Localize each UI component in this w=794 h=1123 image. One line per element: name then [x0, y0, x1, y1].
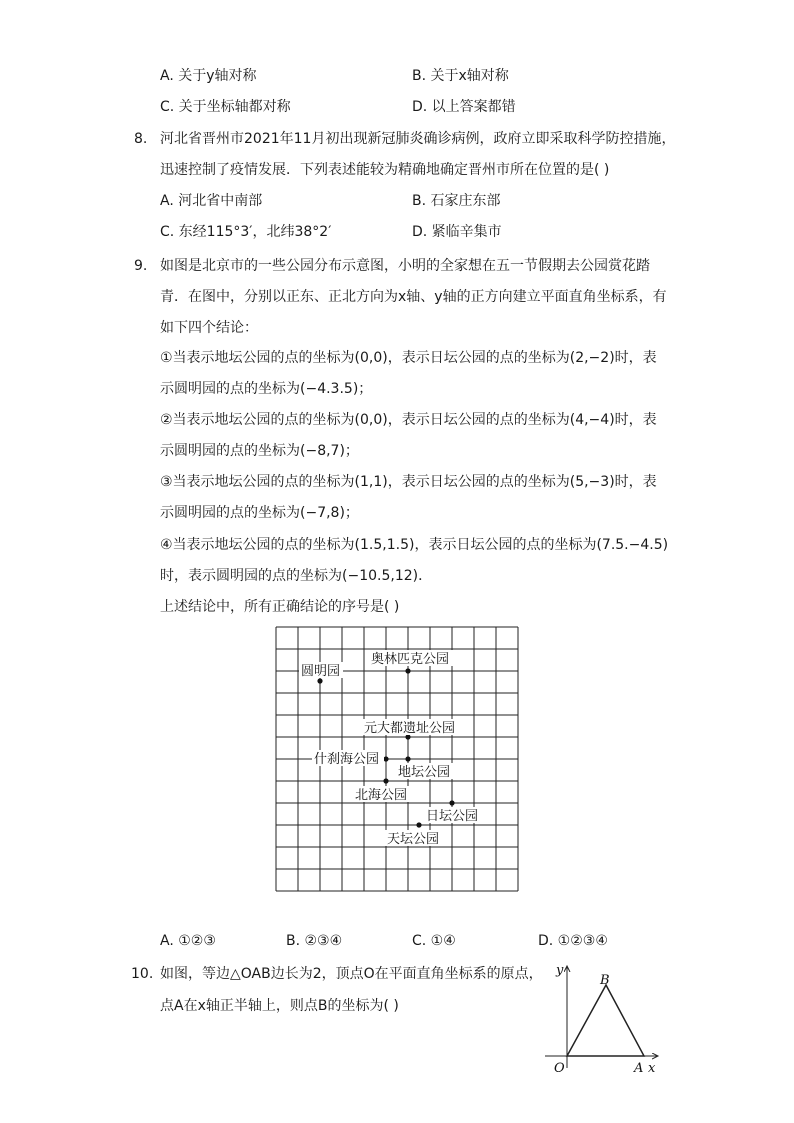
q9-question: 上述结论中，所有正确结论的序号是( )	[160, 599, 400, 615]
point-tiantan	[416, 822, 421, 827]
q9-number: 9.	[134, 258, 148, 274]
q7-option-b: B. 关于x轴对称	[412, 68, 509, 84]
q10-number: 10.	[131, 966, 154, 982]
q7-option-a: A. 关于y轴对称	[160, 68, 257, 84]
q9-stem-line1: 如图是北京市的一些公园分布示意图，小明的全家想在五一节假期去公园赏花踏	[160, 258, 650, 274]
q9-option-c: C. ①④	[412, 933, 456, 949]
triangle-oab	[567, 985, 644, 1056]
y-axis-label: y	[556, 963, 564, 978]
q9-stem-line3: 如下四个结论：	[160, 320, 258, 336]
q9-conclusion-3a: ③当表示地坛公园的点的坐标为(1,1)，表示日坛公园的点的坐标为(5,−3)时，表	[160, 474, 657, 490]
q9-conclusion-2a: ②当表示地坛公园的点的坐标为(0,0)，表示日坛公园的点的坐标为(4,−4)时，表	[160, 412, 657, 428]
label-tiantan: 天坛公园	[387, 832, 440, 847]
q8-option-d: D. 紧临辛集市	[412, 224, 502, 240]
label-shichahai: 什刹海公园	[314, 752, 380, 767]
q7-option-c: C. 关于坐标轴都对称	[160, 99, 291, 115]
label-ritan: 日坛公园	[426, 809, 479, 824]
q9-conclusion-2b: 示圆明园的点的坐标为(−8,7)；	[160, 443, 359, 459]
q9-option-d: D. ①②③④	[538, 933, 608, 949]
q7-option-d: D. 以上答案都错	[412, 99, 516, 115]
x-axis-label: x	[648, 1061, 656, 1076]
q9-conclusion-1a: ①当表示地坛公园的点的坐标为(0,0)，表示日坛公园的点的坐标为(2,−2)时，表	[160, 350, 657, 366]
q8-option-c: C. 东经115°3′，北纬38°2′	[160, 224, 332, 240]
q9-conclusion-3b: 示圆明园的点的坐标为(−7,8)；	[160, 505, 359, 521]
q8-stem-line2: 迅速控制了疫情发展．下列表述能较为精确地确定晋州市所在位置的是( )	[160, 162, 610, 178]
q9-conclusion-4a: ④当表示地坛公园的点的坐标为(1.5,1.5)，表示日坛公园的点的坐标为(7.5.−4.5)	[160, 537, 669, 553]
label-yuandadu: 元大都遗址公园	[364, 721, 456, 736]
point-shichahai	[383, 756, 388, 761]
q8-option-a: A. 河北省中南部	[160, 193, 263, 209]
origin-label: O	[554, 1061, 565, 1076]
q8-number: 8.	[134, 131, 148, 147]
q9-option-b: B. ②③④	[286, 933, 343, 949]
q8-option-b: B. 石家庄东部	[412, 193, 501, 209]
label-olympic: 奥林匹克公园	[371, 652, 450, 667]
label-ditan: 地坛公园	[398, 765, 451, 780]
q9-conclusion-4b: 时，表示圆明园的点的坐标为(−10.5,12)．	[160, 568, 433, 584]
point-olympic	[405, 668, 410, 673]
point-beihai	[383, 778, 388, 783]
q9-option-a: A. ①②③	[160, 933, 216, 949]
triangle-figure	[540, 956, 670, 1076]
point-yuanmingyuan	[317, 678, 322, 683]
q8-stem-line1: 河北省晋州市2021年11月初出现新冠肺炎确诊病例，政府立即采取科学防控措施，	[160, 131, 676, 147]
q10-stem-line2: 点A在x轴正半轴上，则点B的坐标为( )	[160, 998, 399, 1014]
point-ritan	[449, 800, 454, 805]
q9-conclusion-1b: 示圆明园的点的坐标为(−4.3.5)；	[160, 381, 373, 397]
label-yuanmingyuan: 圆明园	[301, 664, 341, 679]
q9-stem-line2: 青．在图中，分别以正东、正北方向为x轴、y轴的正方向建立平面直角坐标系，有	[160, 289, 667, 305]
vertex-b-label: B	[600, 973, 610, 988]
vertex-a-label: A	[634, 1061, 644, 1076]
label-beihai: 北海公园	[355, 788, 408, 803]
q10-stem-line1: 如图，等边△OAB边长为2，顶点O在平面直角坐标系的原点，	[160, 966, 543, 982]
point-ditan	[405, 756, 410, 761]
